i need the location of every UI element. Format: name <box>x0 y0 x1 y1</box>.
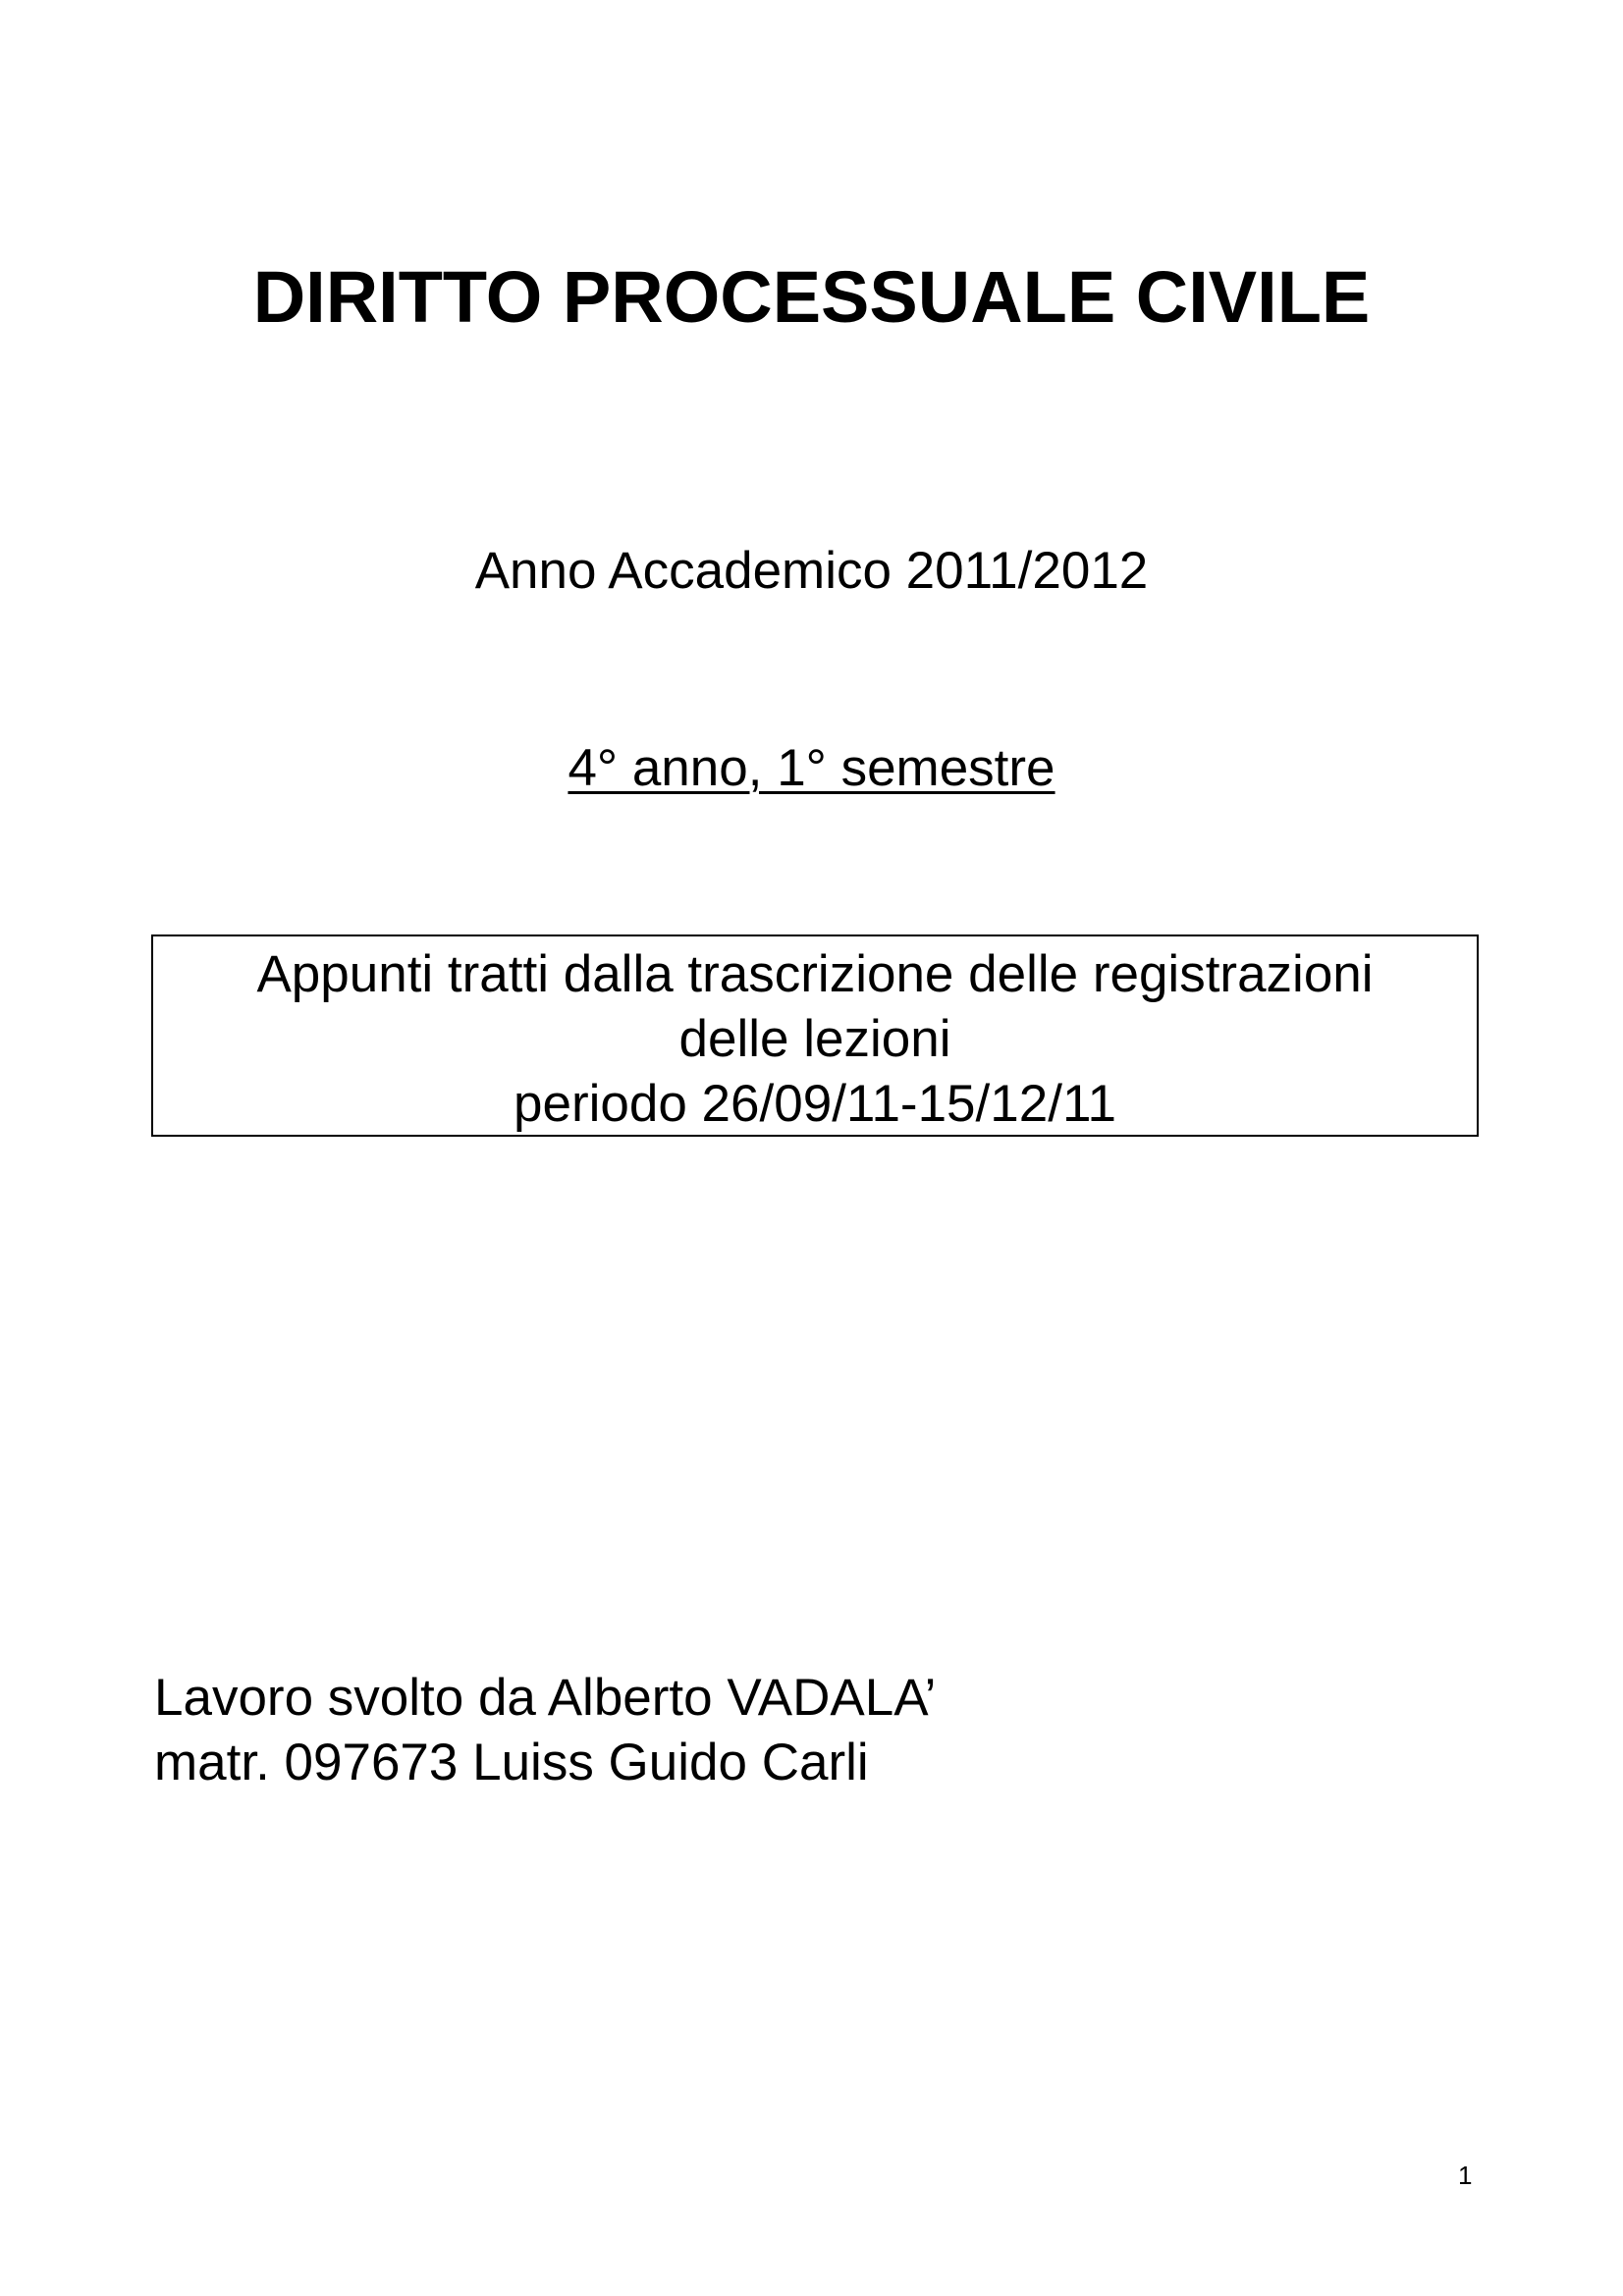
document-title: DIRITTO PROCESSUALE CIVILE <box>252 256 1371 338</box>
notes-box <box>151 934 1479 1137</box>
page-number: 1 <box>1458 2161 1473 2190</box>
semester-text: 4° anno, 1° semestre <box>568 739 1055 797</box>
notes-line-2: delle lezioni <box>678 1010 951 1068</box>
author-block <box>154 1666 936 1795</box>
notes-line-1: Appunti tratti dalla trascrizione delle registrazioni <box>256 945 1374 1003</box>
semester-label <box>0 737 1623 800</box>
author-line-1: Lavoro svolto da Alberto VADALA’ <box>154 1669 937 1727</box>
author-line-2: matr. 097673 Luiss Guido Carli <box>154 1734 869 1791</box>
academic-year: Anno Accademico 2011/2012 <box>474 542 1149 600</box>
notes-line-3: periodo 26/09/11-15/12/11 <box>514 1075 1116 1133</box>
